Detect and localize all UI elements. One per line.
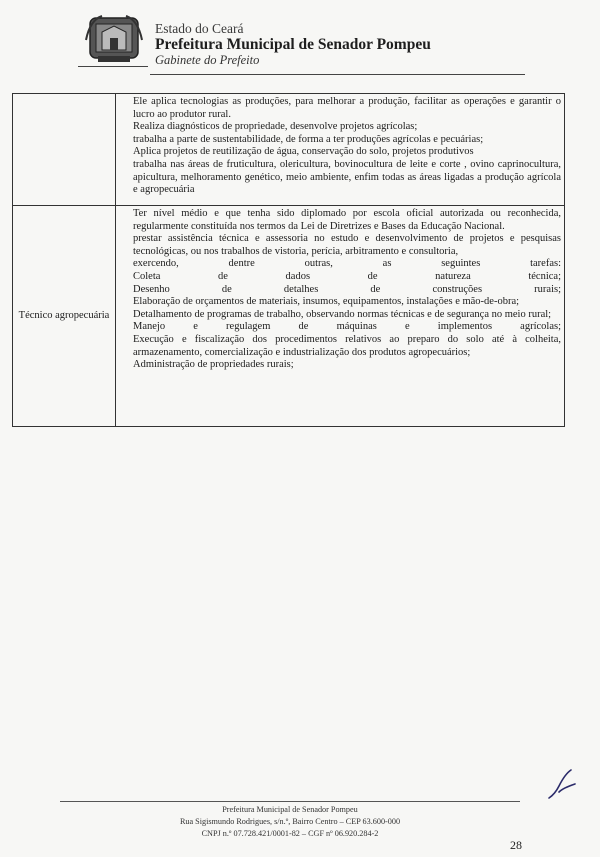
description-line: exercendo, dentre outras, as seguintes tarefas:	[133, 258, 561, 270]
description-line: Ter nível médio e que tenha sido diplomado por escola oficial autorizada ou reconhecida, regularmente constituída nos termos da Lei de Diretrizes e Bases da Educação Nacional.	[133, 208, 561, 232]
footer-line: Rua Sigismundo Rodrigues, s/n.º, Bairro Centro – CEP 63.600-000	[179, 817, 401, 826]
description-line: trabalha a parte de sustentabilidade, de forma a ter produções agrícolas e pecuárias;	[133, 133, 484, 145]
footer-line: CNPJ n.º 07.728.421/0001-82 – CGF nº 06.920.284-2	[201, 829, 379, 838]
header-divider	[150, 74, 525, 75]
description-line: Realiza diagnósticos de propriedade, desenvolve projetos agrícolas;	[133, 121, 418, 133]
description-line: Elaboração de orçamentos de materiais, insumos, equipamentos, instalações e mão-de-obra;	[133, 296, 520, 308]
header-gabinete: Gabinete do Prefeito	[155, 53, 260, 67]
description-line: Desenho de detalhes de construções rurais;	[133, 283, 561, 295]
description-line: Detalhamento de programas de trabalho, observando normas técnicas e de segurança no meio rural;	[133, 308, 552, 320]
description-line: prestar assistência técnica e assessoria no estudo e desenvolvimento de projetos e pesquisas tecnológicas, ou nos trabalhos de vistoria, perícia, arbitramento e consultoria,	[133, 233, 561, 257]
role-cell	[13, 94, 116, 206]
description-line: Manejo e regulagem de máquinas e implementos agrícolas;	[133, 321, 561, 333]
table-row	[13, 94, 565, 206]
header-prefeitura: Prefeitura Municipal de Senador Pompeu	[155, 36, 431, 53]
municipal-seal-icon	[84, 10, 144, 64]
description-line: Administração de propriedades rurais;	[133, 359, 294, 371]
description-line: Coleta de dados de natureza técnica;	[133, 270, 561, 282]
table-row	[13, 206, 565, 427]
description-line: trabalha nas áreas de fruticultura, olericultura, bovinocultura de leite e corte , ovino caprinocultura, apicultura, melhoramento genético, meio ambiente, enfim todas as áreas ligadas a produção agrícola e agropecuária	[133, 158, 561, 196]
description-line: Aplica projetos de reutilização de água, conservação do solo, projetos produtivos	[133, 146, 474, 158]
description-line: Ele aplica tecnologias as produções, para melhorar a produção, facilitar as operações e garantir o lucro ao produtor rural.	[133, 96, 561, 120]
duties-table	[12, 93, 565, 427]
header-divider-short	[78, 66, 148, 67]
description-cell	[116, 206, 565, 427]
header-state: Estado do Ceará	[155, 21, 244, 36]
description-line: Execução e fiscalização dos procedimentos relativos ao preparo do solo até à colheita, armazenamento, comercialização e industrialização dos produtos agropecuários;	[133, 333, 561, 358]
footer-line: Prefeitura Municipal de Senador Pompeu	[222, 805, 358, 814]
role-cell: Técnico agropecuária	[13, 206, 116, 427]
signature-mark	[545, 768, 579, 802]
footer-divider	[60, 801, 520, 802]
description-cell	[116, 94, 565, 206]
page-number: 28	[510, 838, 522, 852]
